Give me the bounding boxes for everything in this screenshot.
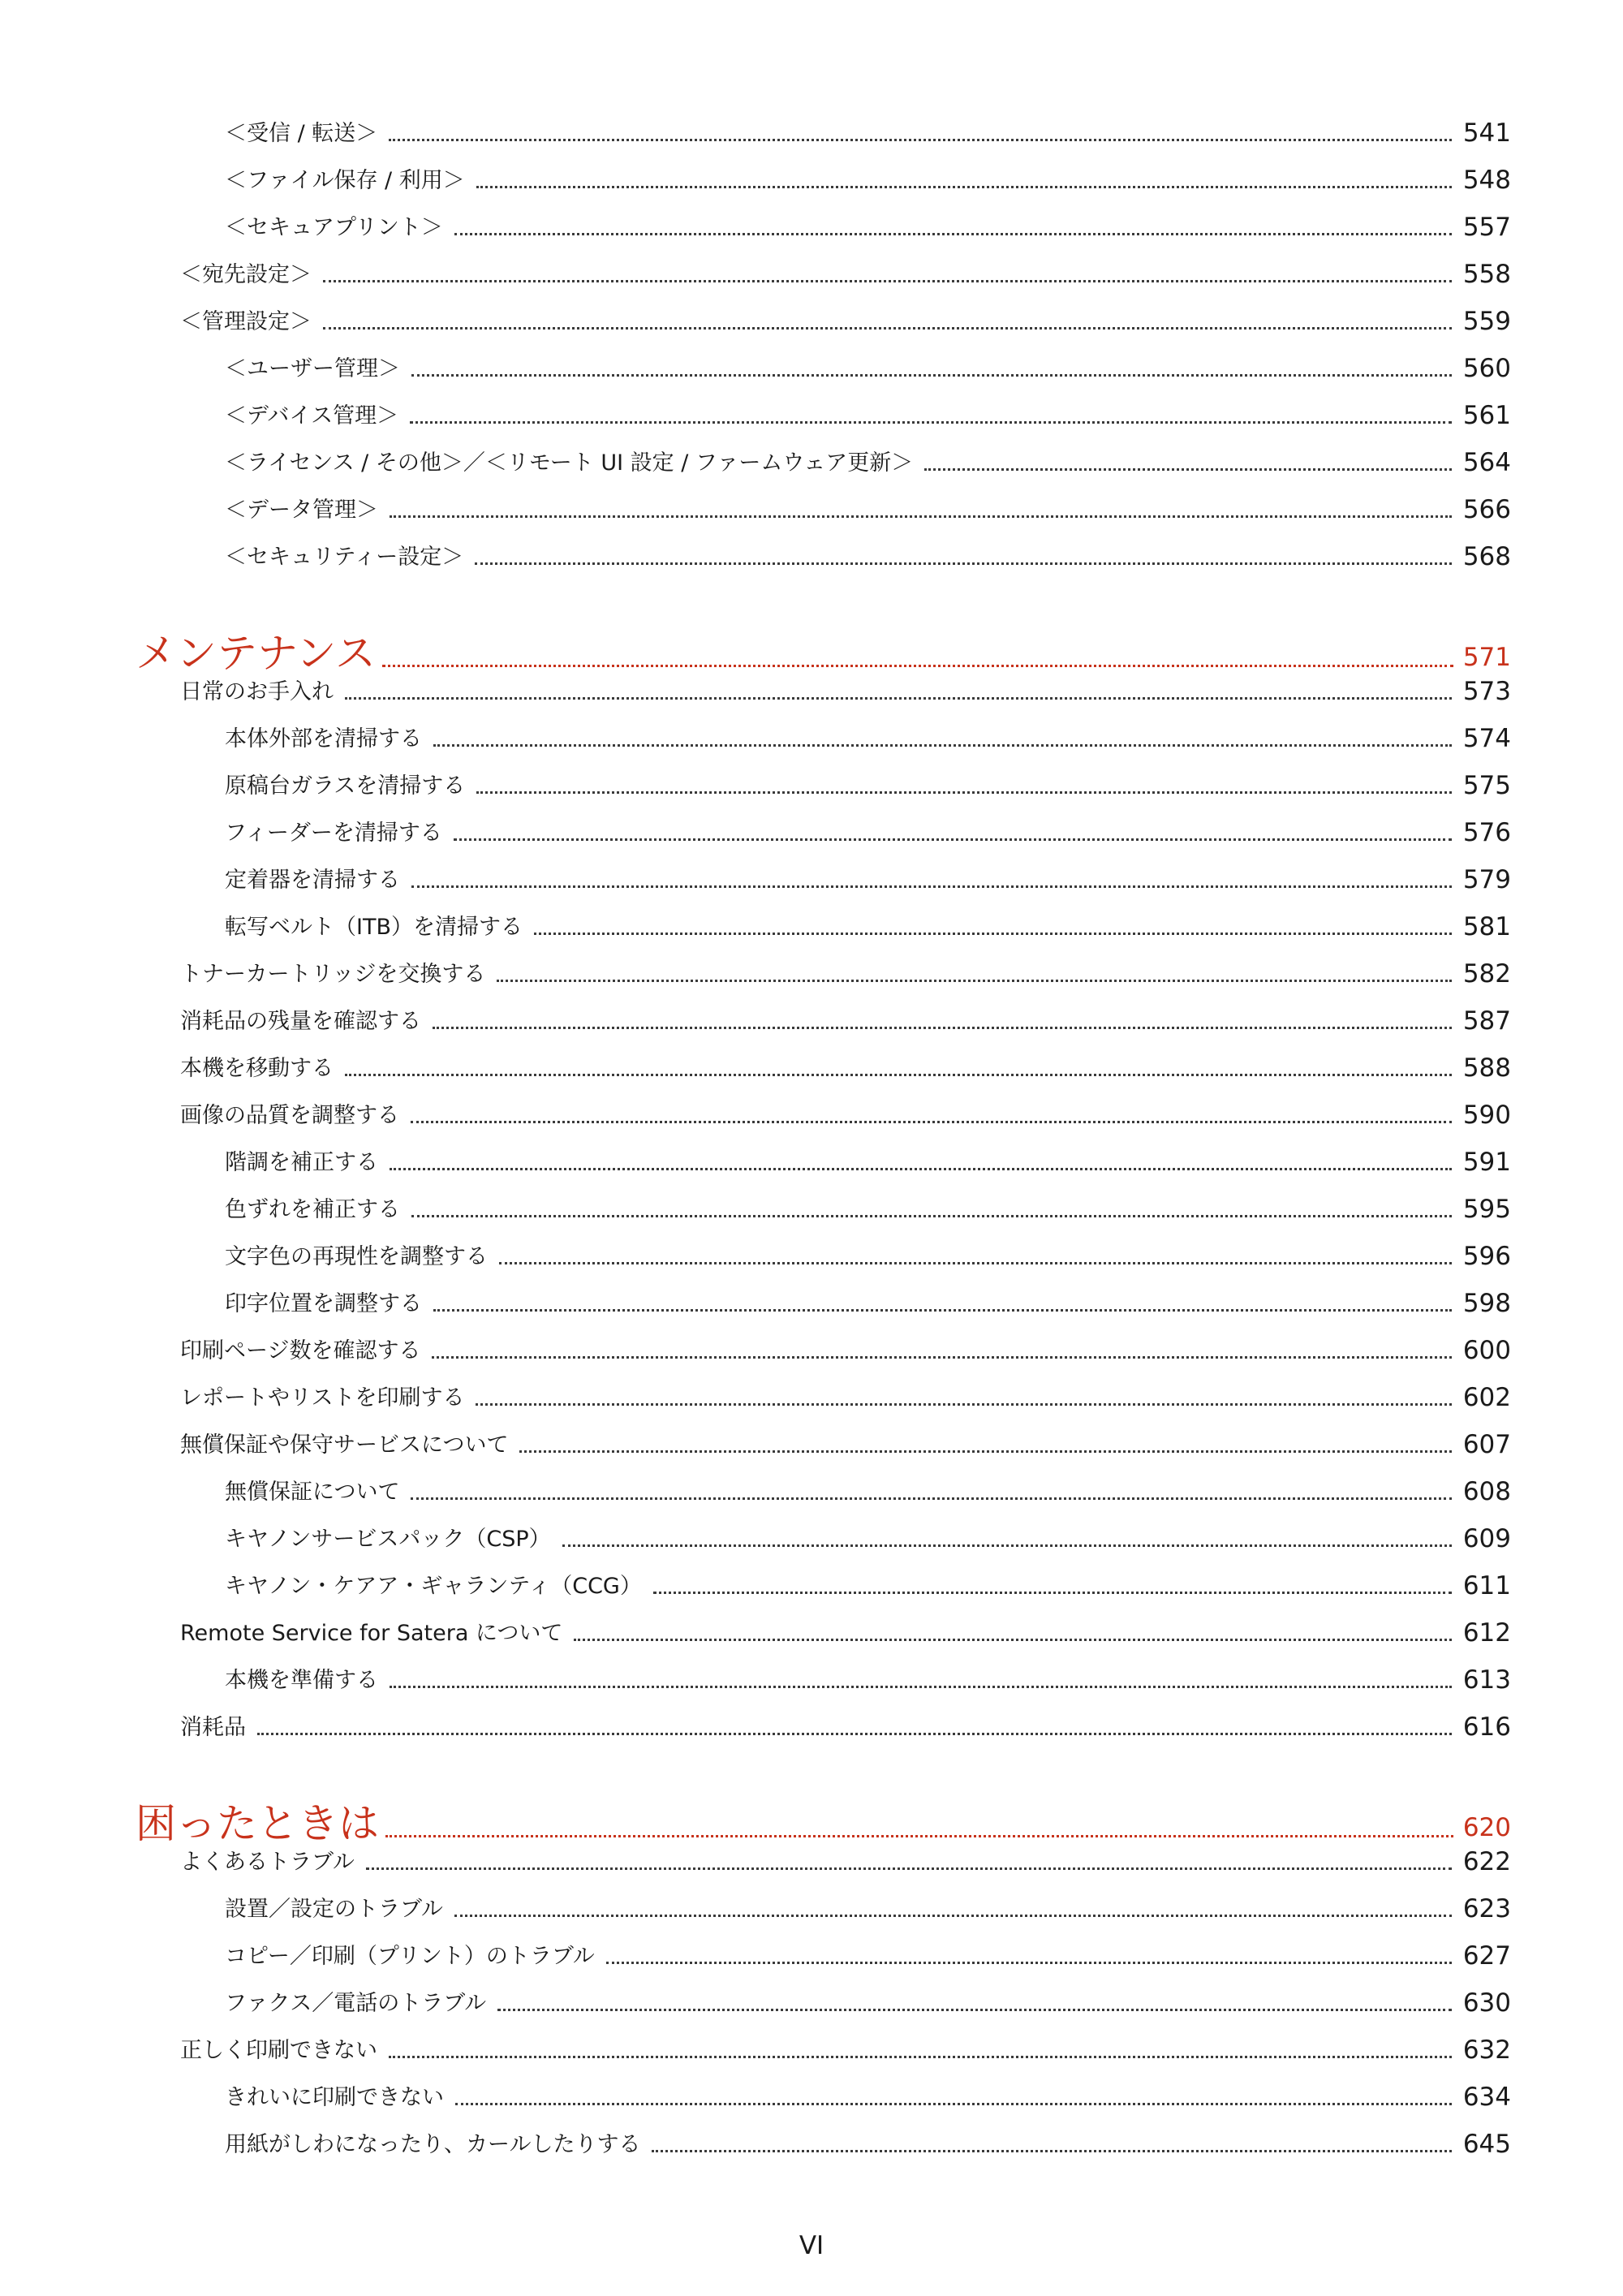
toc-entry[interactable] (0, 1459, 1623, 1505)
toc-entry[interactable] (0, 894, 1623, 940)
toc-entry[interactable] (0, 706, 1623, 752)
page-ref: 579 (1462, 865, 1511, 894)
page-ref: 611 (1462, 1571, 1511, 1600)
entry-title: 本体外部を清掃する (225, 726, 422, 752)
dot-leader (476, 186, 1452, 188)
entry-title: ＜ライセンス / その他＞／＜リモート UI 設定 / ファームウェア更新＞ (225, 450, 914, 476)
entry-title: 用紙がしわになったり、カールしたりする (225, 2132, 641, 2157)
dot-leader (476, 1403, 1451, 1406)
dot-leader (410, 421, 1452, 424)
entry-title: 階調を補正する (225, 1150, 378, 1175)
toc-entry[interactable] (0, 1506, 1623, 1552)
dot-leader (497, 980, 1451, 982)
page-ref: 541 (1462, 118, 1511, 148)
toc-entry[interactable] (0, 2112, 1623, 2157)
toc-entry[interactable] (0, 524, 1623, 570)
page-ref: 590 (1462, 1101, 1511, 1130)
entry-title: キヤノンサービスパック（CSP） (225, 1527, 551, 1552)
dot-leader (653, 1592, 1452, 1594)
page-ref: 559 (1462, 307, 1511, 336)
page-ref: 582 (1462, 959, 1511, 989)
page-ref: 575 (1462, 771, 1511, 800)
page-ref: 560 (1462, 354, 1511, 383)
page-ref: 561 (1462, 401, 1511, 430)
page-ref: 600 (1462, 1336, 1511, 1365)
toc-entry[interactable] (0, 1923, 1623, 1969)
dot-leader (345, 1074, 1452, 1076)
page-ref: 571 (1462, 643, 1511, 672)
toc-entry[interactable] (0, 1130, 1623, 1175)
toc-entry[interactable] (0, 1083, 1623, 1128)
entry-title: ファクス／電話のトラブル (225, 1991, 487, 2016)
page-ref: 634 (1462, 2083, 1511, 2112)
page-ref: 548 (1462, 166, 1511, 195)
page-ref: 557 (1462, 213, 1511, 242)
dot-leader (454, 233, 1452, 235)
dot-leader (519, 1450, 1451, 1453)
entry-title: 設置／設定のトラブル (225, 1897, 443, 1922)
dot-leader (345, 697, 1452, 700)
entry-title: よくあるトラブル (180, 1850, 355, 1875)
page-ref: 609 (1462, 1524, 1511, 1553)
dot-leader (454, 838, 1452, 841)
page-ref: 607 (1462, 1430, 1511, 1459)
dot-leader (499, 1262, 1452, 1264)
entry-title: ＜宛先設定＞ (180, 262, 312, 287)
entry-title: 日常のお手入れ (180, 679, 334, 704)
entry-title: 本機を準備する (225, 1668, 378, 1693)
entry-title: 印刷ページ数を確認する (180, 1338, 421, 1363)
dot-leader (497, 2009, 1452, 2011)
page-ref: 620 (1462, 1813, 1511, 1842)
toc-entry[interactable] (0, 1695, 1623, 1740)
entry-title: トナーカートリッジを交換する (180, 962, 486, 987)
entry-title: 無償保証について (225, 1480, 400, 1505)
dot-leader (562, 1544, 1452, 1547)
entry-title: 正しく印刷できない (180, 2038, 377, 2063)
dot-leader (574, 1639, 1451, 1641)
page-ref: 616 (1462, 1712, 1511, 1742)
entry-title: ＜ファイル保存 / 利用＞ (225, 168, 465, 193)
page-ref: 602 (1462, 1383, 1511, 1412)
toc-entry[interactable] (0, 753, 1623, 799)
page-ref: 581 (1462, 912, 1511, 941)
page-ref: 568 (1462, 542, 1511, 571)
entry-title: 文字色の再現性を調整する (225, 1244, 488, 1269)
toc-entry[interactable] (0, 2065, 1623, 2110)
entry-title: 消耗品 (180, 1715, 246, 1740)
entry-title: フィーダーを清掃する (225, 821, 442, 846)
toc-entry[interactable] (0, 2018, 1623, 2063)
entry-title: ＜受信 / 転送＞ (225, 121, 378, 146)
page-ref: 595 (1462, 1195, 1511, 1224)
entry-title: ＜データ管理＞ (225, 498, 378, 523)
entry-title: 転写ベルト（ITB）を清掃する (225, 915, 523, 940)
page-ref: 596 (1462, 1242, 1511, 1271)
dot-leader (454, 1915, 1452, 1917)
page-ref: 588 (1462, 1053, 1511, 1083)
dot-leader (323, 327, 1452, 330)
page-ref: 566 (1462, 495, 1511, 524)
toc-entry[interactable] (0, 1271, 1623, 1316)
page-ref: 591 (1462, 1148, 1511, 1177)
dot-leader (366, 1867, 1452, 1870)
chapter-title: 困ったときは (136, 1800, 379, 1847)
dot-leader (455, 2103, 1452, 2105)
toc-entry[interactable] (0, 1036, 1623, 1081)
toc-entry[interactable] (0, 1600, 1623, 1646)
dot-leader (411, 1497, 1451, 1500)
entry-title: 消耗品の残量を確認する (180, 1009, 421, 1034)
dot-leader (257, 1733, 1452, 1735)
dot-leader (389, 2056, 1452, 2058)
page-ref: 612 (1462, 1618, 1511, 1648)
entry-title: 原稿台ガラスを清掃する (225, 773, 466, 799)
page-ref: 608 (1462, 1477, 1511, 1506)
dot-leader (924, 468, 1452, 471)
toc-entry[interactable] (0, 148, 1623, 193)
toc-entry[interactable] (0, 477, 1623, 523)
dot-leader (475, 562, 1452, 565)
dot-leader (389, 139, 1452, 141)
toc-entry[interactable] (0, 1412, 1623, 1458)
dot-leader (534, 933, 1452, 935)
dot-leader (433, 744, 1452, 747)
page-ref: 630 (1462, 1988, 1511, 2018)
toc-entry[interactable] (0, 847, 1623, 893)
toc-entry[interactable] (0, 430, 1623, 476)
dot-leader (411, 1121, 1452, 1123)
entry-title: ＜デバイス管理＞ (225, 403, 399, 429)
toc-entry[interactable] (0, 1365, 1623, 1411)
dot-leader (390, 1168, 1452, 1170)
toc-entry[interactable] (0, 989, 1623, 1034)
entry-title: 印字位置を調整する (225, 1291, 422, 1316)
dot-leader (606, 1962, 1452, 1964)
page-number: VI (799, 2231, 824, 2260)
page-ref: 564 (1462, 448, 1511, 477)
entry-title: コピー／印刷（プリント）のトラブル (225, 1944, 595, 1969)
entry-title: 色ずれを補正する (225, 1197, 400, 1222)
toc-entry[interactable] (0, 1224, 1623, 1269)
toc-entry[interactable] (0, 1318, 1623, 1363)
toc-entry[interactable] (0, 195, 1623, 240)
toc-entry[interactable] (0, 1876, 1623, 1922)
dot-leader (652, 2150, 1451, 2152)
chapter-title: メンテナンス (136, 630, 376, 677)
page-ref: 573 (1462, 677, 1511, 706)
dot-leader (433, 1309, 1452, 1312)
toc-entry[interactable] (0, 1177, 1623, 1222)
page-ref: 576 (1462, 818, 1511, 847)
dot-leader (411, 374, 1452, 377)
dot-leader (390, 1686, 1452, 1688)
toc-entry[interactable] (0, 659, 1623, 704)
toc-entry[interactable] (0, 383, 1623, 429)
toc-entry[interactable] (0, 1648, 1623, 1693)
toc-entry[interactable] (0, 800, 1623, 846)
dot-leader (432, 1356, 1451, 1359)
page-ref: 627 (1462, 1941, 1511, 1971)
page-ref: 558 (1462, 260, 1511, 289)
entry-title: 定着器を清掃する (225, 868, 400, 893)
entry-title: 本機を移動する (180, 1056, 334, 1081)
entry-title: レポートやリストを印刷する (180, 1385, 465, 1411)
toc-entry[interactable] (0, 242, 1623, 287)
page-ref: 598 (1462, 1289, 1511, 1318)
entry-title: ＜ユーザー管理＞ (225, 356, 400, 381)
entry-title: きれいに印刷できない (225, 2085, 444, 2110)
toc-entry[interactable] (0, 336, 1623, 381)
dot-leader (390, 515, 1452, 518)
dot-leader (476, 791, 1452, 794)
entry-title: 無償保証や保守サービスについて (180, 1432, 509, 1458)
toc-entry[interactable] (0, 1829, 1623, 1875)
entry-title: ＜セキュアプリント＞ (225, 215, 443, 240)
page-ref: 574 (1462, 724, 1511, 753)
toc-entry[interactable] (0, 101, 1623, 146)
dot-leader (411, 885, 1452, 888)
toc-entry[interactable] (0, 289, 1623, 334)
entry-title: キヤノン・ケアア・ギャランティ（CCG） (225, 1574, 642, 1599)
entry-title: Remote Service for Satera について (180, 1621, 563, 1646)
page-ref: 645 (1462, 2130, 1511, 2159)
dot-leader (411, 1215, 1452, 1217)
page-ref: 632 (1462, 2035, 1511, 2065)
dot-leader (323, 280, 1452, 282)
entry-title: ＜セキュリティー設定＞ (225, 545, 464, 570)
page-ref: 623 (1462, 1894, 1511, 1923)
toc-entry[interactable] (0, 1553, 1623, 1599)
toc-entry[interactable] (0, 941, 1623, 987)
entry-title: 画像の品質を調整する (180, 1103, 399, 1128)
dot-leader (433, 1027, 1452, 1029)
toc-entry[interactable] (0, 1971, 1623, 2016)
page-ref: 587 (1462, 1006, 1511, 1036)
page-ref: 613 (1462, 1665, 1511, 1695)
page-ref: 622 (1462, 1847, 1511, 1876)
entry-title: ＜管理設定＞ (180, 309, 312, 334)
